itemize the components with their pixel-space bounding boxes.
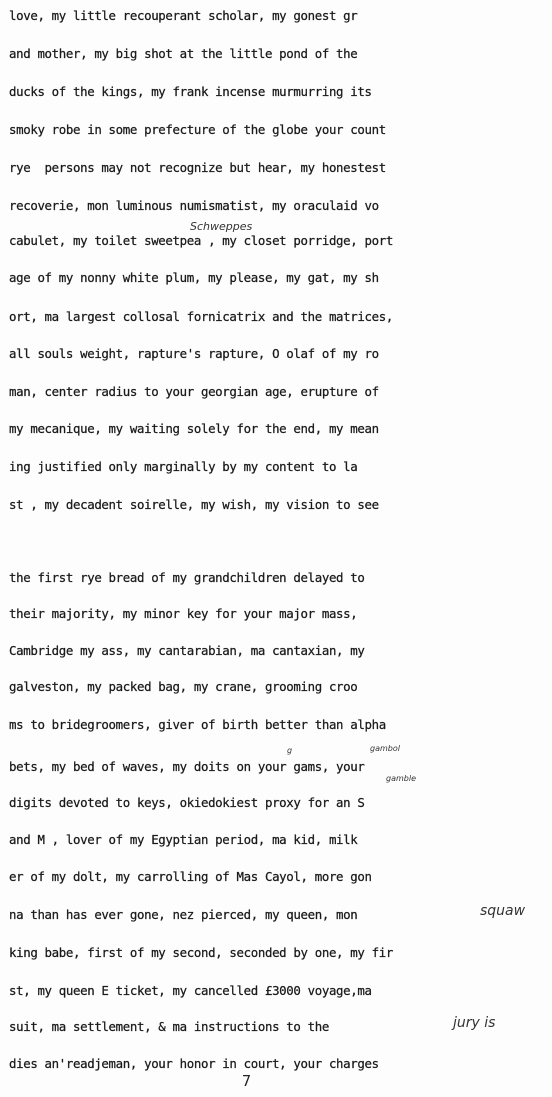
text-line: the first rye bread of my grandchildren delayed to: [9, 570, 365, 585]
text-line: age of my nonny white plum, my please, my gat, my sh: [9, 270, 379, 285]
text-line: love, my little recouperant scholar, my gonest gr: [9, 8, 358, 23]
text-line: man, center radius to your georgian age, erupture of: [9, 384, 379, 399]
handwritten-annotation: gamble: [386, 774, 416, 783]
text-line: st , my decadent soirelle, my wish, my vision to see: [9, 497, 379, 512]
handwritten-annotation: squaw: [480, 903, 526, 919]
text-line: my mecanique, my waiting solely for the end, my mean: [9, 421, 379, 436]
page-number: 7: [242, 1072, 252, 1090]
text-line: galveston, my packed bag, my crane, grooming croo: [9, 679, 358, 694]
text-line: all souls weight, rapture's rapture, O olaf of my ro: [9, 346, 379, 361]
text-line: Cambridge my ass, my cantarabian, ma cantaxian, my: [9, 643, 365, 658]
text-line: recoverie, mon luminous numismatist, my oraculaid vo: [9, 198, 379, 213]
text-line: ducks of the kings, my frank incense murmurring its: [9, 84, 372, 99]
text-line: st, my queen E ticket, my cancelled £3000 voyage,ma: [9, 983, 372, 998]
handwritten-annotation: Schweppes: [190, 220, 253, 233]
handwritten-annotation: g: [287, 746, 293, 755]
text-line: digits devoted to keys, okiedokiest proxy for an S: [9, 795, 365, 810]
text-line: dies an'readjeman, your honor in court, your charges: [9, 1056, 379, 1071]
text-line: er of my dolt, my carrolling of Mas Cayol, more gon: [9, 869, 372, 884]
text-line: smoky robe in some prefecture of the globe your count: [9, 122, 386, 137]
text-line: bets, my bed of waves, my doits on your gams, your: [9, 759, 365, 774]
text-line: and mother, my big shot at the little pond of the: [9, 46, 358, 61]
handwritten-annotation: jury is: [453, 1015, 496, 1031]
text-line: their majority, my minor key for your major mass,: [9, 606, 358, 621]
handwritten-annotation: gambol: [370, 744, 400, 753]
text-line: and M , lover of my Egyptian period, ma kid, milk: [9, 832, 358, 847]
text-line: king babe, first of my second, seconded by one, my fir: [9, 945, 393, 960]
text-line: ort, ma largest collosal fornicatrix and the matrices,: [9, 309, 393, 324]
text-line: ing justified only marginally by my content to la: [9, 459, 358, 474]
text-line: na than has ever gone, nez pierced, my queen, mon: [9, 907, 358, 922]
text-line: ms to bridegroomers, giver of birth better than alpha: [9, 717, 386, 732]
text-line: suit, ma settlement, & ma instructions to the: [9, 1019, 329, 1034]
text-line: cabulet, my toilet sweetpea , my closet porridge, port: [9, 233, 393, 248]
text-line: rye persons may not recognize but hear, my honestest: [9, 160, 386, 175]
